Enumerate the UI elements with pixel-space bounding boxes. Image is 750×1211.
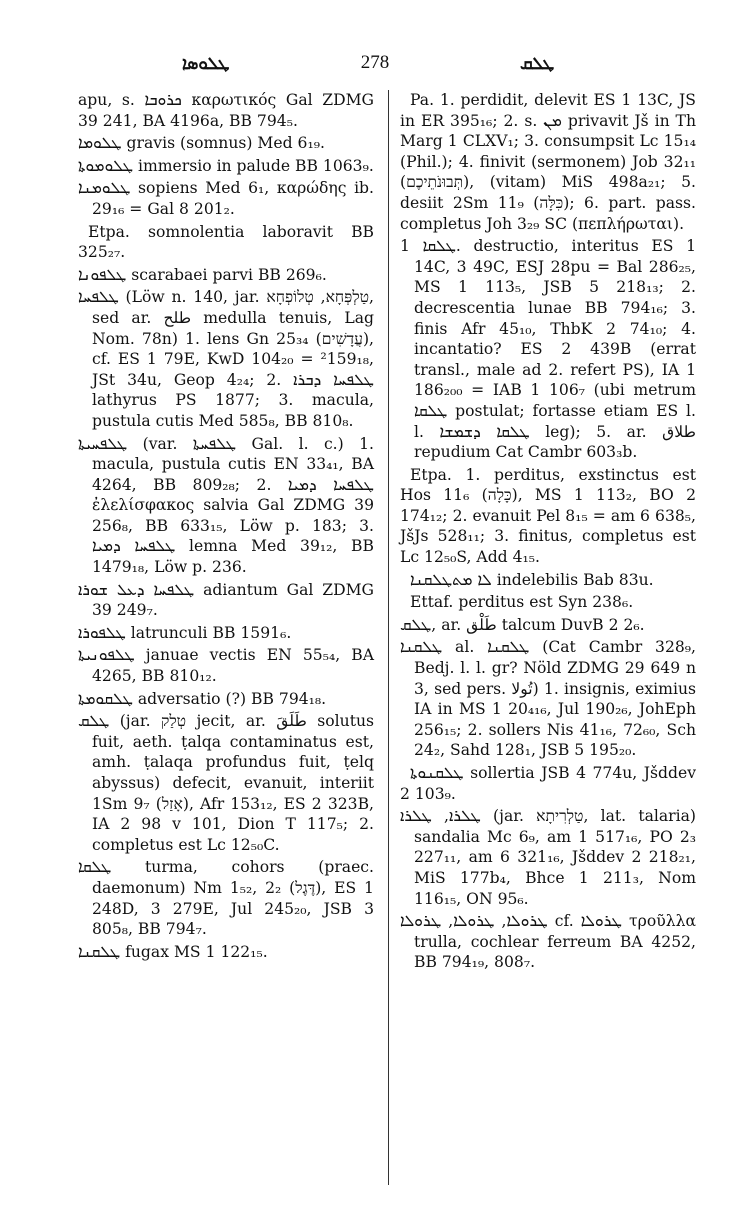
dictionary-entry: ܛܠܦܚܐ (Löw n. 140, jar. טַלְפְּחָא, טְלוֹפְחָא, sed ar. طلح medulla tenuis, Lag Nom. 78n) 1. lens Gn 25₃₄ (עֲדָשִׁים), cf. ES 1 79E, KwD 104₂₀ = ²159₁₈, JSt 34u, Geop 4₂₄; 2. ܛܠܦܚܐ ܕܒܪܐ lathyrus PS 1877; 3. macula, pustula cutis Med 585₈, BB 810₈. (78, 288, 375, 430)
dictionary-entry: Etpa. somnolentia laboravit BB 325₂₇. (78, 222, 374, 262)
dictionary-entry: ܛܠܩܐ turma, cohors (praec. daemonum) Nm 1₅₂, 2₂ (דֶּגֶל), ES 1 248D, 3 279E, Jul 245₂₀, JSB 3 805₈, BB 794₇. (78, 858, 374, 939)
dictionary-entry: ܠܐ ܡܬܛܠܩܢܐ indelebilis Bab 83u. (410, 570, 654, 589)
dictionary-entry: ܛܪܘܠܐ, ܛܪܘܠܐ, ܛܪܘܠܐ cf. ܛܪܘܠܐ τροῦλλα trulla, cochlear ferreum BA 4252, BB 794₁₉, 808₇. (400, 912, 696, 972)
dictionary-entry: ܛܠܩܢܐ al. ܛܠܩܢܐ (Cat Cambr 328₉, Bedj. l. l. gr? Nöld ZDMG 29 649 n 3, sed pers. تُولا) 1. insignis, eximius IA in MS 1 20₄₁₆, Jul 190₂₆, JohEph 256₁₅; 2. sollers Nis 41₁₆, 72₆₀, Sch 24₂, Sahd 128₁, JSB 5 195₂₀. (400, 638, 697, 760)
dictionary-entry: ܛܠܩܢܐ fugax MS 1 122₁₅. (78, 942, 268, 961)
dictionary-entry: ܛܠܪܐ, ܛܠܪܐ (jar. טַלְרִיתָא, lat. talaria) sandalia Mc 6₉, am 1 517₁₆, PO 2₃ 227₁₁, am 6 321₁₆, Jšddev 2 218₂₁, MiS 177b₄, Bhce 1 211₃, Nom 116₁₅, ON 95₆. (400, 807, 696, 908)
dictionary-entry: ܛܠܦܘܢܐ scarabaei parvi BB 269₆. (78, 265, 327, 284)
dictionary-entry: Pa. 1. perdidit, delevit ES 1 13C, JS in ER 395₁₆; 2. s. ܡܢ privavit Jš in Th Marg 1 CLXV₁; 3. consumpsit Lc 15₁₄ (Phil.); 4. finivit (sermonem) Job 32₁₁ (תְּבוּנֹתֵיכֶם), (vitam) MiS 498a₂₁; 5. desiit 2Sm 11₉ (כִּלָּה); 6. part. pass. completus Joh 3₂₉ SC (πεπλήρωται). (400, 91, 696, 233)
left-column (78, 90, 374, 1193)
column-divider (388, 90, 389, 1185)
dictionary-entry: ܛܠܩܐ 1. destructio, interitus ES 1 14C, 3 49C, ESJ 28pu = Bal 286₂₅, MS 1 113₅, JSB 5 218₁₃; 2. decrescentia lunae BB 794₁₆; 3. finis Afr 45₁₀, ThbK 2 74₁₀; 4. incantatio? ES 2 439B (errat transl., male ad 2. refert PS), IA 1 186₂₀₀ = IAB 1 106₇ (ubi metrum ܛܠܩܐ postulat; fortasse etiam ES l. l. ܛܠܩܐ ܕܫܡܫܐ leg); 5. ar. طلاق repudium Cat Cambr 603₃b. (400, 237, 697, 462)
dictionary-entry: ܛܠܘܡܘܬܐ immersio in palude BB 1063₉. (78, 156, 374, 175)
dictionary-entry: apu, s. ܟܪܘܒܐ καρωτικός Gal ZDMG 39 241, BA 4196a, BB 794₅. (78, 91, 374, 130)
dictionary-entry: ܛܠܦܘܢܝܬܐ januae vectis EN 55₅₄, BA 4265, BB 810₁₂. (78, 646, 374, 686)
dictionary-entry: ܛܠܦܚܐ ܕܥܠ ܫܘܪܐ adiantum Gal ZDMG 39 249₇. (78, 580, 375, 620)
running-head-right: ܛܠܩ (520, 54, 555, 74)
dictionary-entry: ܛܠܦܚܝܬܐ (var. ܛܠܦܚܬܐ Gal. l. c.) 1. macula, pustula cutis EN 33₄₁, BA 4264, BB 809₂₈; 2. ܛܠܦܚܐ ܕܡܝܐ ἐλελίσφακος salvia Gal ZDMG 39 256₈, BB 633₁₅, Löw p. 183; 3. ܛܠܦܚܐ ܕܡܝܐ lemna Med 39₁₂, BB 1479₁₈, Löw p. 236. (78, 434, 374, 577)
dictionary-entry: ܛܠܩܘܡܬܐ adversatio (?) BB 794₁₈. (78, 689, 327, 708)
dictionary-entry: Etpa. 1. perditus, exstinctus est Hos 11₆ (כָּלָה), MS 1 113₂, BO 2 174₁₂; 2. evanuit Pel 8₁₅ = am 6 638₅, JšJs 528₁₁; 3. finitus, completus est Lc 12₅₀S, Add 4₁₅. (400, 465, 696, 567)
page-number: 278 (360, 52, 390, 73)
dictionary-entry: ܛܠܘܡܐ gravis (somnus) Med 6₁₉. (78, 134, 325, 153)
dictionary-entry: Ettaf. perditus est Syn 238₆. (410, 593, 634, 612)
dictionary-entry: ܛܠܘܡܢܐ sopiens Med 6₁, καρώδης ib. 29₁₆ = Gal 8 201₂. (78, 179, 374, 218)
page-header (0, 52, 750, 82)
dictionary-entry: ܛܠܩ (jar. טְלַק jecit, ar. طَلَقَ solutus fuit, aeth. ṭalqa contaminatus est, amh. ṭalaqa profundus fuit, ṭelq abyssus) defecit, evanuit, interiit 1Sm 9₇ (אָזַל), Afr 153₁₂, ES 2 323B, IA 2 98 v 101, Dion T 117₅; 2. completus est Lc 12₅₀C. (78, 712, 375, 854)
right-column (400, 90, 696, 1193)
dictionary-entry: ܛܠܦܘܪܐ latrunculi BB 1591₆. (78, 623, 292, 642)
dictionary-entry: ܛܠܩ, ar. طَلْق talcum DuvB 2 2₆. (400, 615, 645, 634)
dictionary-entry: ܛܠܩܢܘܬܐ sollertia JSB 4 774u, Jšddev 2 103₉. (400, 764, 696, 803)
running-head-left: ܛܠܘܣܐ (182, 54, 230, 74)
